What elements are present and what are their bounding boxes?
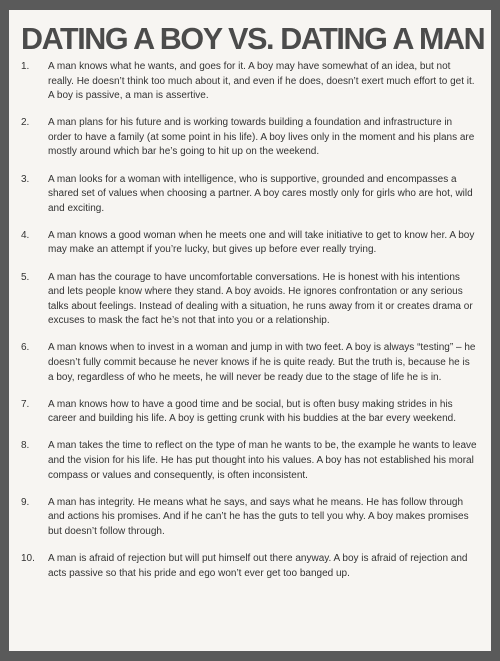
item-number: 7. [21, 398, 30, 410]
item-number: 2. [21, 117, 30, 129]
list-item [21, 496, 477, 540]
comparison-list [21, 60, 477, 581]
item-number: 1. [21, 61, 30, 72]
item-text: A man plans for his future and is working towards building a foundation and infrastructure in order to have a family (at some point in his life). A boy lives only in the moment and his plans are mostly around which bar he’s going to hit up on the weekend. [48, 117, 475, 158]
item-number: 8. [21, 440, 30, 452]
item-number: 4. [21, 229, 30, 241]
list-item [21, 173, 477, 217]
page-title: DATING A BOY VS. DATING A MAN [21, 22, 485, 56]
list-item [21, 439, 477, 483]
list-item [21, 552, 477, 581]
item-text: A man has the courage to have uncomfortable conversations. He is honest with his intentions and lets people know where they stand. A boy avoids. He ignores confrontation or any serious talks about feelings. Instead of dealing with a situation, he runs away from it or creates drama or excuses to mask the fact he’s not that into you or a relationship. [48, 271, 473, 327]
item-number: 10. [21, 552, 35, 564]
list-item [21, 341, 477, 385]
item-number: 9. [21, 496, 30, 508]
item-text: A man is afraid of rejection but will put himself out there anyway. A boy is afraid of rejection and acts passive so that his pride and ego won’t ever get too banged up. [48, 552, 468, 579]
item-text: A man knows when to invest in a woman and jump in with two feet. A boy is always “testing” – he doesn’t fully commit because he never knows if he is quite ready. But the truth is, because he is a boy, regardless of who he meets, he will never be ready due to the stage of life he is in. [48, 342, 476, 383]
item-text: A man knows what he wants, and goes for it. A boy may have somewhat of an idea, but not really. He doesn’t think too much about it, and even if he does, doesn’t exert much effort to get it. A boy is passive, a man is assertive. [48, 61, 475, 102]
item-text: A man knows how to have a good time and be social, but is often busy making strides in his career and building his life. A boy is getting crunk with his buddies at the bar every weekend. [48, 398, 457, 425]
item-text: A man knows a good woman when he meets one and will take initiative to get to know her. A boy may make an attempt if you’re lucky, but gives up before ever really trying. [48, 229, 475, 256]
list-item [21, 116, 477, 160]
item-text: A man takes the time to reflect on the type of man he wants to be, the example he wants to leave and the vision for his life. He has put thought into his values. A boy has not established his moral compass or values and consequently, is often inconsistent. [48, 440, 477, 481]
list-item [21, 60, 477, 104]
list-item [21, 271, 477, 329]
list-item [21, 229, 477, 258]
item-number: 5. [21, 271, 30, 283]
item-text: A man looks for a woman with intelligence, who is supportive, grounded and encompasses a shared set of values when choosing a partner. A boy cares mostly only for girls who are hot, wild and exciting. [48, 173, 473, 214]
item-number: 6. [21, 342, 30, 354]
document-page [9, 10, 491, 651]
list-item [21, 398, 477, 427]
item-text: A man has integrity. He means what he says, and says what he means. He has follow through and actions his promises. And if he can’t he has the guts to tell you why. A boy makes promises but doesn’t follow through. [48, 496, 469, 537]
item-number: 3. [21, 173, 30, 185]
